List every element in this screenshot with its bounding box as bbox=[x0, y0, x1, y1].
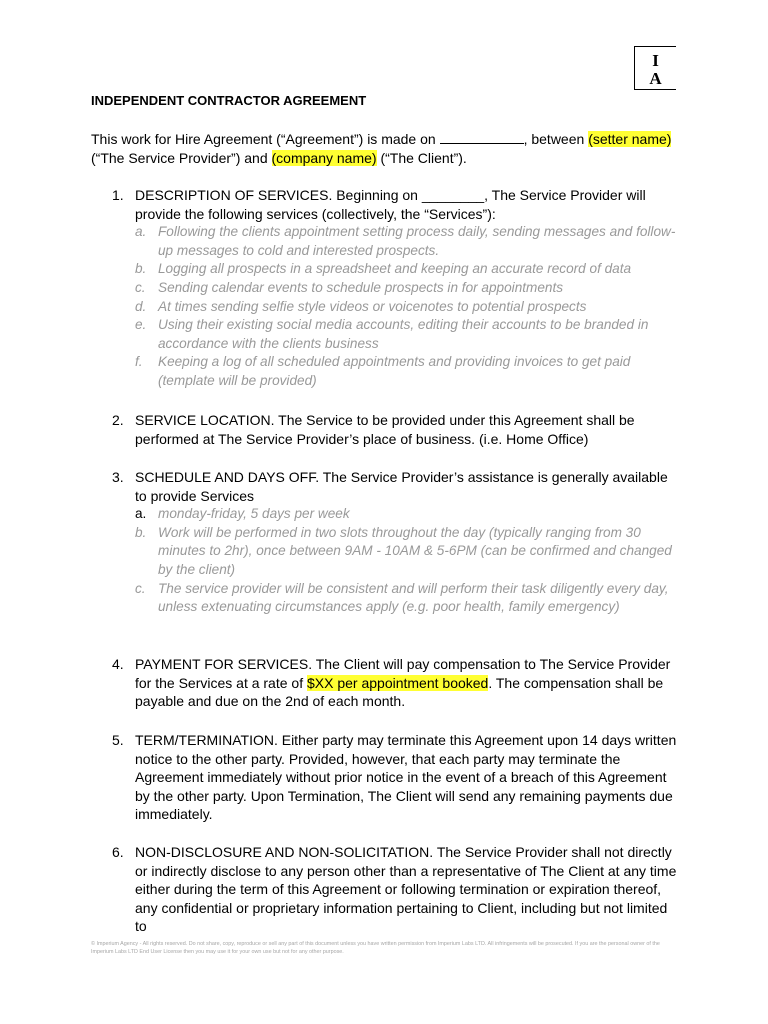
section-text: SCHEDULE AND DAYS OFF. The Service Provider’s assistance is generally available to provide Services bbox=[135, 469, 668, 504]
list-item bbox=[112, 353, 682, 390]
section-term-termination bbox=[112, 731, 682, 824]
section-text: TERM/TERMINATION. Either party may terminate this Agreement upon 14 days written notice to the other party. Provided, however, that each party may terminate the Agreement immediately without prior notice in the event of a breach of this Agreement by the other party. Upon Termination, The Client will send any remaining payments due immediately. bbox=[135, 732, 677, 823]
rate-placeholder: $XX per appointment booked bbox=[306, 674, 489, 691]
section-number: 4. bbox=[112, 656, 124, 672]
logo-letter-i: I bbox=[652, 51, 659, 70]
section-non-disclosure bbox=[112, 843, 682, 936]
item-text: At times sending selfie style videos or voicenotes to potential prospects bbox=[158, 298, 587, 314]
section-text: SERVICE LOCATION. The Service to be provided under this Agreement shall be performed at The Service Provider’s place of business. (i.e. Home Office) bbox=[135, 412, 635, 447]
item-letter: f. bbox=[135, 354, 143, 370]
copyright-footer: © Imperium Agency - All rights reserved. Do not share, copy, reproduce or sell any part of this document unless you have written permission from Imperium Labs LTD. All infringements will be prosecuted. If you are the personal owner of the Imperium Labs LTD End User License then you may use it for your own use but not for any other purpose. bbox=[91, 941, 660, 955]
item-letter: b. bbox=[135, 524, 147, 540]
schedule-list bbox=[112, 505, 682, 617]
item-letter: d. bbox=[135, 298, 147, 314]
item-text: Using their existing social media accounts, editing their accounts to be branded in accordance with the clients business bbox=[158, 317, 649, 351]
intro-text-3: (“The Service Provider”) and bbox=[91, 150, 272, 166]
item-text: Keeping a log of all scheduled appointments and providing invoices to get paid (template will be provided) bbox=[158, 354, 631, 388]
intro-paragraph bbox=[91, 130, 691, 168]
item-letter: e. bbox=[135, 317, 147, 333]
section-number: 1. bbox=[112, 187, 124, 203]
item-text: monday-friday, 5 days per week bbox=[158, 506, 350, 522]
payment-text-1: PAYMENT FOR SERVICES. The Client will pay compensation to The Service Provider for the Services at a rate of bbox=[135, 656, 671, 691]
section-text: DESCRIPTION OF SERVICES. Beginning on ________, The Service Provider will provide the following services (collectively, the “Services”): bbox=[135, 187, 646, 222]
item-letter: c. bbox=[135, 580, 146, 596]
item-text: Sending calendar events to schedule prospects in for appointments bbox=[158, 279, 564, 295]
item-text: Following the clients appointment setting process daily, sending messages and follow-up messages to cold and interested prospects. bbox=[158, 224, 676, 258]
date-blank bbox=[440, 131, 524, 144]
intro-text-1: This work for Hire Agreement (“Agreement”) is made on bbox=[91, 131, 440, 147]
section-number: 5. bbox=[112, 732, 124, 748]
payment-text-2: . The compensation shall be payable and due on the 2nd of each month. bbox=[135, 674, 664, 710]
company-name-placeholder: (company name) bbox=[271, 150, 377, 166]
item-letter: c. bbox=[135, 279, 146, 295]
section-text: NON-DISCLOSURE AND NON-SOLICITATION. The Service Provider shall not directly or indirectly disclose to any person other than a representative of The Client at any time either during the term of this Agreement or following termination or expiration thereof, any confidential or proprietary information pertaining to Client, including but not limited to bbox=[135, 844, 677, 935]
services-list bbox=[112, 223, 682, 390]
intro-text-4: (“The Client”). bbox=[376, 150, 467, 166]
section-number: 3. bbox=[112, 469, 124, 485]
list-item bbox=[112, 505, 682, 524]
logo-letter-a: A bbox=[649, 69, 662, 88]
list-item bbox=[112, 260, 682, 279]
logo bbox=[634, 46, 676, 90]
list-item bbox=[112, 279, 682, 298]
list-item bbox=[112, 524, 682, 580]
list-item bbox=[112, 298, 682, 317]
item-text: The service provider will be consistent and will perform their task diligently every day, unless extenuating circumstances apply (e.g. poor health, family emergency) bbox=[158, 580, 669, 615]
item-letter: a. bbox=[135, 506, 147, 522]
list-item bbox=[112, 580, 682, 617]
section-number: 2. bbox=[112, 412, 124, 428]
intro-text-2: , between bbox=[523, 131, 589, 147]
item-letter: b. bbox=[135, 261, 147, 277]
section-schedule-and-days-off bbox=[112, 468, 682, 617]
document-title: INDEPENDENT CONTRACTOR AGREEMENT bbox=[91, 93, 367, 108]
item-text: Logging all prospects in a spreadsheet and keeping an accurate record of data bbox=[158, 261, 632, 277]
list-item bbox=[112, 316, 682, 353]
setter-name-placeholder: (setter name) bbox=[588, 131, 672, 147]
section-number: 6. bbox=[112, 844, 124, 860]
list-item bbox=[112, 223, 682, 260]
section-payment-for-services bbox=[112, 655, 682, 711]
section-description-of-services bbox=[112, 186, 682, 391]
section-text bbox=[135, 655, 682, 711]
item-text: Work will be performed in two slots throughout the day (typically ranging from 30 minutes to 2hr), once between 9AM - 10AM & 5-6PM (can be confirmed and changed by the client) bbox=[158, 524, 672, 577]
section-service-location bbox=[112, 411, 682, 448]
item-letter: a. bbox=[135, 224, 147, 240]
